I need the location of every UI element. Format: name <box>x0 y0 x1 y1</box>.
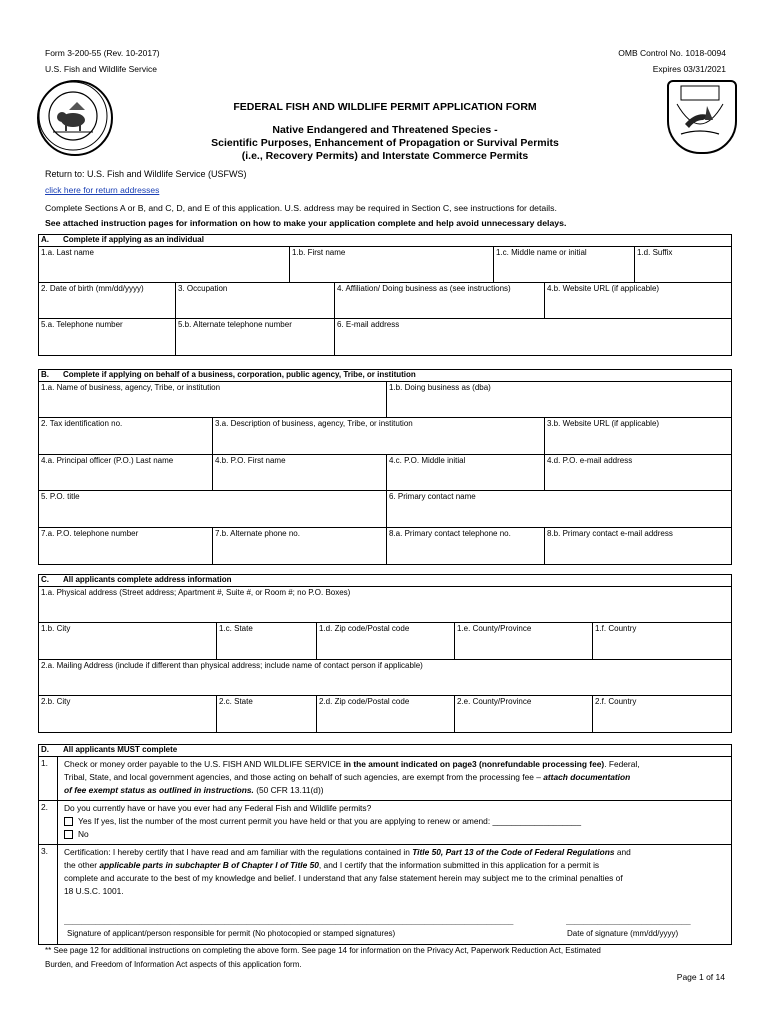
telephone-field[interactable]: 5.a. Telephone number <box>41 320 123 329</box>
no-checkbox[interactable] <box>64 830 73 839</box>
section-a-title: Complete if applying as an individual <box>63 235 204 244</box>
date-of-birth-field[interactable]: 2. Date of birth (mm/dd/yyyy) <box>41 284 144 293</box>
mailing-city-field[interactable]: 2.b. City <box>41 697 71 706</box>
page-number: Page 1 of 14 <box>676 972 725 982</box>
state-field[interactable]: 1.c. State <box>216 623 316 659</box>
prior-permits-item: 2. Do you currently have or have you ever had any Federal Fish and Wildlife permits? Yes If yes, list the number of the most current permit you have held or that you are applying to renew or amend: ___________________ No <box>39 801 731 845</box>
city-field[interactable]: 1.b. City <box>41 624 71 633</box>
subtitle-line-3: (i.e., Recovery Permits) and Interstate Commerce Permits <box>241 150 529 162</box>
attached-instructions-text: See attached instruction pages for information on how to make your application complete and help avoid unnecessary delays. <box>45 218 567 228</box>
contact-telephone-field[interactable]: 8.a. Primary contact telephone no. <box>386 528 544 564</box>
po-middle-initial-field[interactable]: 4.c. P.O. Middle initial <box>386 455 544 490</box>
signature-label: Signature of applicant/person responsible for permit (No photocopied or stamped signatures) <box>67 929 396 938</box>
mailing-state-field[interactable]: 2.c. State <box>216 696 316 732</box>
subtitle-line-2: Scientific Purposes, Enhancement of Propagation or Survival Permits <box>211 137 559 149</box>
section-d-header: D. All applicants MUST complete <box>39 745 731 757</box>
mailing-county-field[interactable]: 2.e. County/Province <box>454 696 592 732</box>
alt-telephone-field[interactable]: 5.b. Alternate telephone number <box>175 319 334 355</box>
business-description-field[interactable]: 3.a. Description of business, agency, Tribe, or institution <box>212 418 544 454</box>
section-a-header: A. Complete if applying as an individual <box>39 235 731 247</box>
county-field[interactable]: 1.e. County/Province <box>454 623 592 659</box>
section-b <box>38 369 732 565</box>
section-c <box>38 574 732 733</box>
section-b-title: Complete if applying on behalf of a business, corporation, public agency, Tribe, or institution <box>63 370 416 379</box>
prior-permits-question: Do you currently have or have you ever had any Federal Fish and Wildlife permits? <box>64 803 372 813</box>
form-number: Form 3-200-55 (Rev. 10-2017) <box>45 48 160 58</box>
mailing-address-field[interactable]: 2.a. Mailing Address (include if different than physical address; include name of contact person if applicable) <box>41 661 423 670</box>
po-last-name-field[interactable]: 4.a. Principal officer (P.O.) Last name <box>41 456 174 465</box>
section-d-title: All applicants MUST complete <box>63 745 178 754</box>
section-c-header: C. All applicants complete address information <box>39 575 731 587</box>
website-field[interactable]: 4.b. Website URL (if applicable) <box>544 283 731 318</box>
agency-name: U.S. Fish and Wildlife Service <box>45 64 157 74</box>
primary-contact-field[interactable]: 6. Primary contact name <box>386 491 731 527</box>
suffix-field[interactable]: 1.d. Suffix <box>634 247 731 282</box>
fee-item: 1. Check or money order payable to the U.S. FISH AND WILDLIFE SERVICE in the amount indicated on page3 (nonrefundable processing fee). Federal, Tribal, State, and local government agencies, and those acting on behalf of such agencies, are exempt from the processing fee – attach documentation of fee exempt status as outlined in instructions. (50 CFR 13.11(d)) <box>39 757 731 801</box>
no-label: No <box>78 829 89 839</box>
dba-field[interactable]: 1.b. Doing business as (dba) <box>386 382 731 417</box>
section-b-header: B. Complete if applying on behalf of a business, corporation, public agency, Tribe, or institution <box>39 370 731 382</box>
contact-email-field[interactable]: 8.b. Primary contact e-mail address <box>544 528 731 564</box>
date-line[interactable]: ____________________________ <box>566 916 691 925</box>
yes-label: Yes <box>78 816 92 826</box>
business-name-field[interactable]: 1.a. Name of business, agency, Tribe, or institution <box>41 383 221 392</box>
physical-address-field[interactable]: 1.a. Physical address (Street address; Apartment #, Suite #, or Room #; no P.O. Boxes) <box>41 588 351 597</box>
mailing-zip-field[interactable]: 2.d. Zip code/Postal code <box>316 696 454 732</box>
po-title-field[interactable]: 5. P.O. title <box>41 492 80 501</box>
occupation-field[interactable]: 3. Occupation <box>175 283 334 318</box>
po-email-field[interactable]: 4.d. P.O. e-mail address <box>544 455 731 490</box>
email-field[interactable]: 6. E-mail address <box>334 319 731 355</box>
alt-phone-field[interactable]: 7.b. Alternate phone no. <box>212 528 386 564</box>
section-c-title: All applicants complete address information <box>63 575 232 584</box>
date-label: Date of signature (mm/dd/yyyy) <box>567 929 679 938</box>
business-website-field[interactable]: 3.b. Website URL (if applicable) <box>544 418 731 454</box>
mailing-country-field[interactable]: 2.f. Country <box>592 696 731 732</box>
first-name-field[interactable]: 1.b. First name <box>289 247 493 282</box>
signature-line[interactable]: _____________________________________________________________________________________________________ <box>64 916 514 925</box>
section-d <box>38 744 732 945</box>
po-first-name-field[interactable]: 4.b. P.O. First name <box>212 455 386 490</box>
footnote-line-1: ** See page 12 for additional instructions on completing the above form. See page 14 for information on the Privacy Act, Paperwork Reduction Act, Estimated <box>45 946 601 955</box>
middle-name-field[interactable]: 1.c. Middle name or initial <box>493 247 634 282</box>
expiration-date: Expires 03/31/2021 <box>652 64 726 74</box>
tax-id-field[interactable]: 2. Tax identification no. <box>41 419 123 428</box>
return-addresses-link[interactable]: click here for return addresses <box>45 185 160 195</box>
affiliation-field[interactable]: 4. Affiliation/ Doing business as (see instructions) <box>334 283 544 318</box>
section-a <box>38 234 732 356</box>
subtitle-line-1: Native Endangered and Threatened Species - <box>272 124 498 136</box>
zip-field[interactable]: 1.d. Zip code/Postal code <box>316 623 454 659</box>
yes-checkbox[interactable] <box>64 817 73 826</box>
po-telephone-field[interactable]: 7.a. P.O. telephone number <box>41 529 139 538</box>
footnote-line-2: Burden, and Freedom of Information Act aspects of this application form. <box>45 960 302 969</box>
omb-control: OMB Control No. 1018-0094 <box>618 48 726 58</box>
form-title: FEDERAL FISH AND WILDLIFE PERMIT APPLICATION FORM <box>233 101 537 113</box>
last-name-field[interactable]: 1.a. Last name <box>41 248 94 257</box>
return-to: Return to: U.S. Fish and Wildlife Service (USFWS) <box>45 169 247 179</box>
certification-item: 3. Certification: I hereby certify that I have read and am familiar with the regulations contained in Title 50, Part 13 of the Code of Federal Regulations and the other applicable parts in subchapter B of Chapter I of Title 50, and I certify that the information submitted in this application for a permit is complete and accurate to the best of my knowledge and belief. I understand that any false statement herein may subject me to the criminal penalties of 18 U.S.C. 1001. _____________________________________________________________________________________________________ Signature of applicant/person responsible for permit (No photocopied or stamped signatures) ____________________________ Date of signature (mm/dd/yyyy) <box>39 845 731 944</box>
country-field[interactable]: 1.f. Country <box>592 623 731 659</box>
instructions-text: Complete Sections A or B, and C, D, and E of this application. U.S. address may be required in Section C, see instructions for details. <box>45 203 557 213</box>
